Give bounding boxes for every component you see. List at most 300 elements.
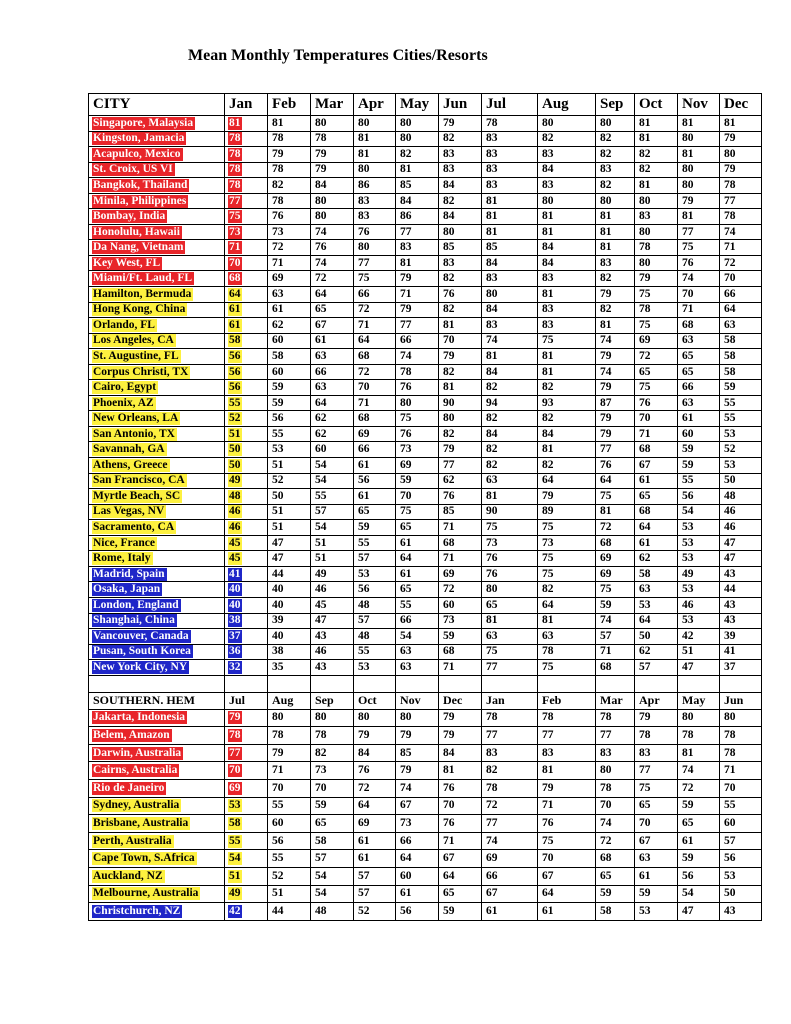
temperature-cell: 84 bbox=[538, 255, 596, 271]
temperature-cell: 55 bbox=[268, 426, 311, 442]
temperature-cell: 81 bbox=[678, 744, 720, 762]
city-name: Osaka, Japan bbox=[93, 583, 161, 596]
temperature-cell: 78 bbox=[268, 727, 311, 745]
temperature-cell: 57 bbox=[354, 885, 396, 903]
table-row bbox=[89, 193, 762, 209]
city-cell bbox=[89, 193, 225, 209]
city-name: Bombay, India bbox=[93, 210, 166, 223]
table-row bbox=[89, 613, 762, 629]
temperature-cell: 48 bbox=[354, 597, 396, 613]
month-header: Nov bbox=[396, 692, 439, 709]
temperature-cell: 80 bbox=[311, 116, 354, 132]
temperature-cell: 53 bbox=[678, 582, 720, 598]
temperature-cell: 82 bbox=[396, 147, 439, 163]
temperature-cell: 55 bbox=[268, 797, 311, 815]
temperature-cell: 52 bbox=[354, 903, 396, 921]
temperature-cell: 63 bbox=[482, 629, 538, 645]
temperature-cell: 81 bbox=[482, 613, 538, 629]
temperature-cell: 85 bbox=[439, 240, 482, 256]
table-row bbox=[89, 597, 762, 613]
blank-separator-row bbox=[89, 675, 762, 692]
temperature-cell: 70 bbox=[439, 333, 482, 349]
temperature-cell: 61 bbox=[482, 903, 538, 921]
temperature-cell: 83 bbox=[396, 240, 439, 256]
temperature-cell: 53 bbox=[635, 903, 678, 921]
temperature-cell: 51 bbox=[311, 535, 354, 551]
temperature-cell: 60 bbox=[311, 442, 354, 458]
temperature-cell: 70 bbox=[311, 780, 354, 798]
temperature-cell: 67 bbox=[311, 318, 354, 334]
temperature-cell: 81 bbox=[482, 349, 538, 365]
first-month-value: 46 bbox=[229, 520, 241, 533]
northern-header-row bbox=[89, 94, 762, 116]
temperature-cell: 65 bbox=[354, 504, 396, 520]
temperature-cell: 50 bbox=[720, 885, 762, 903]
first-month-value: 50 bbox=[229, 443, 241, 456]
temperature-cell: 51 bbox=[678, 644, 720, 660]
table-row bbox=[89, 762, 762, 780]
temperature-cell bbox=[225, 644, 268, 660]
city-name: Christchurch, NZ bbox=[93, 905, 181, 918]
temperature-cell: 86 bbox=[396, 209, 439, 225]
city-name: Shanghai, China bbox=[93, 614, 175, 627]
temperature-cell: 59 bbox=[268, 395, 311, 411]
month-header: Dec bbox=[439, 692, 482, 709]
city-cell bbox=[89, 178, 225, 194]
city-name: Darwin, Australia bbox=[93, 746, 182, 759]
table-row bbox=[89, 868, 762, 886]
first-month-value: 40 bbox=[229, 583, 241, 596]
temperature-cell: 89 bbox=[538, 504, 596, 520]
city-cell bbox=[89, 613, 225, 629]
city-name: Corpus Christi, TX bbox=[93, 365, 189, 378]
temperature-cell: 46 bbox=[678, 597, 720, 613]
temperature-cell bbox=[225, 473, 268, 489]
temperature-cell bbox=[225, 271, 268, 287]
temperature-cell: 78 bbox=[311, 131, 354, 147]
first-month-value: 64 bbox=[229, 287, 241, 300]
first-month-value: 75 bbox=[229, 210, 241, 223]
temperature-cell: 84 bbox=[439, 178, 482, 194]
temperature-cell: 79 bbox=[538, 780, 596, 798]
temperature-cell: 62 bbox=[635, 551, 678, 567]
city-name: Perth, Australia bbox=[93, 834, 172, 847]
city-cell bbox=[89, 349, 225, 365]
month-header: Nov bbox=[678, 94, 720, 116]
month-header: May bbox=[396, 94, 439, 116]
temperature-cell: 81 bbox=[596, 504, 635, 520]
temperature-cell: 82 bbox=[596, 302, 635, 318]
temperature-cell bbox=[225, 426, 268, 442]
first-month-value: 48 bbox=[229, 489, 241, 502]
month-header: Jun bbox=[720, 692, 762, 709]
temperature-cell: 74 bbox=[720, 224, 762, 240]
city-cell bbox=[89, 318, 225, 334]
city-cell bbox=[89, 644, 225, 660]
temperature-cell: 84 bbox=[482, 302, 538, 318]
first-month-value: 54 bbox=[229, 852, 241, 865]
temperature-cell: 80 bbox=[396, 116, 439, 132]
temperature-cell: 73 bbox=[396, 442, 439, 458]
temperature-cell: 59 bbox=[596, 597, 635, 613]
temperature-cell: 82 bbox=[635, 147, 678, 163]
city-name: Da Nang, Vietnam bbox=[93, 241, 184, 254]
temperature-cell: 55 bbox=[354, 535, 396, 551]
temperature-cell: 80 bbox=[396, 395, 439, 411]
temperature-cell: 43 bbox=[720, 613, 762, 629]
temperature-cell: 63 bbox=[396, 644, 439, 660]
temperature-cell: 59 bbox=[678, 442, 720, 458]
temperature-cell: 75 bbox=[596, 582, 635, 598]
page-title: Mean Monthly Temperatures Cities/Resorts bbox=[188, 47, 488, 64]
temperature-cell: 57 bbox=[354, 868, 396, 886]
temperature-cell: 77 bbox=[482, 727, 538, 745]
temperature-cell: 84 bbox=[482, 255, 538, 271]
first-month-value: 69 bbox=[229, 781, 241, 794]
temperature-cell: 82 bbox=[538, 131, 596, 147]
city-name: Myrtle Beach, SC bbox=[93, 489, 181, 502]
blank-cell bbox=[678, 675, 720, 692]
first-month-value: 70 bbox=[229, 764, 241, 777]
temperature-cell: 78 bbox=[482, 709, 538, 727]
blank-cell bbox=[538, 675, 596, 692]
temperature-cell: 80 bbox=[268, 709, 311, 727]
first-month-value: 71 bbox=[229, 241, 241, 254]
temperature-cell: 57 bbox=[311, 850, 354, 868]
temperature-cell: 81 bbox=[538, 224, 596, 240]
temperature-cell: 74 bbox=[678, 271, 720, 287]
temperature-cell: 81 bbox=[720, 116, 762, 132]
temperature-cell: 70 bbox=[678, 287, 720, 303]
temperature-cell: 74 bbox=[482, 832, 538, 850]
table-row bbox=[89, 744, 762, 762]
temperature-cell: 77 bbox=[482, 660, 538, 676]
temperature-cell: 57 bbox=[596, 629, 635, 645]
first-month-value: 49 bbox=[229, 474, 241, 487]
temperature-cell: 72 bbox=[678, 780, 720, 798]
temperature-cell bbox=[225, 566, 268, 582]
temperature-cell bbox=[225, 727, 268, 745]
temperature-cell: 85 bbox=[396, 178, 439, 194]
temperature-table bbox=[88, 93, 762, 921]
first-month-value: 37 bbox=[229, 629, 241, 642]
temperature-cell: 60 bbox=[396, 868, 439, 886]
temperature-cell: 43 bbox=[720, 597, 762, 613]
temperature-cell: 85 bbox=[482, 240, 538, 256]
temperature-cell bbox=[225, 797, 268, 815]
temperature-cell: 61 bbox=[635, 473, 678, 489]
temperature-cell: 78 bbox=[268, 193, 311, 209]
temperature-cell: 64 bbox=[354, 797, 396, 815]
temperature-cell: 56 bbox=[354, 473, 396, 489]
temperature-cell bbox=[225, 131, 268, 147]
temperature-cell: 82 bbox=[439, 426, 482, 442]
month-header: Jun bbox=[439, 94, 482, 116]
temperature-cell: 61 bbox=[268, 302, 311, 318]
temperature-cell: 82 bbox=[311, 744, 354, 762]
temperature-cell bbox=[225, 349, 268, 365]
table-row bbox=[89, 147, 762, 163]
temperature-cell bbox=[225, 885, 268, 903]
temperature-cell bbox=[225, 333, 268, 349]
month-header: Apr bbox=[354, 94, 396, 116]
temperature-cell: 82 bbox=[439, 131, 482, 147]
temperature-cell: 71 bbox=[439, 551, 482, 567]
temperature-cell: 73 bbox=[538, 535, 596, 551]
temperature-cell: 79 bbox=[396, 762, 439, 780]
temperature-cell: 55 bbox=[720, 411, 762, 427]
temperature-cell: 75 bbox=[596, 489, 635, 505]
city-cell bbox=[89, 815, 225, 833]
temperature-cell: 81 bbox=[538, 287, 596, 303]
temperature-cell: 65 bbox=[678, 349, 720, 365]
temperature-cell: 62 bbox=[311, 411, 354, 427]
temperature-cell: 72 bbox=[354, 364, 396, 380]
city-cell bbox=[89, 458, 225, 474]
city-name: Honolulu, Hawaii bbox=[93, 225, 180, 238]
table-row bbox=[89, 629, 762, 645]
temperature-cell: 67 bbox=[396, 797, 439, 815]
temperature-cell: 82 bbox=[596, 147, 635, 163]
temperature-cell: 53 bbox=[720, 426, 762, 442]
temperature-cell: 83 bbox=[439, 255, 482, 271]
blank-cell bbox=[354, 675, 396, 692]
temperature-cell: 54 bbox=[678, 504, 720, 520]
first-month-value: 81 bbox=[229, 116, 241, 129]
temperature-cell: 61 bbox=[396, 566, 439, 582]
first-month-value: 50 bbox=[229, 458, 241, 471]
temperature-cell: 68 bbox=[354, 349, 396, 365]
temperature-cell: 80 bbox=[596, 193, 635, 209]
temperature-cell: 70 bbox=[354, 380, 396, 396]
temperature-cell: 78 bbox=[678, 727, 720, 745]
temperature-cell: 40 bbox=[268, 582, 311, 598]
temperature-cell: 68 bbox=[354, 411, 396, 427]
temperature-cell: 70 bbox=[720, 780, 762, 798]
temperature-cell: 81 bbox=[596, 240, 635, 256]
temperature-cell: 81 bbox=[354, 131, 396, 147]
temperature-cell: 78 bbox=[596, 780, 635, 798]
temperature-cell: 61 bbox=[354, 489, 396, 505]
temperature-cell: 78 bbox=[482, 780, 538, 798]
table-row bbox=[89, 116, 762, 132]
first-month-value: 56 bbox=[229, 349, 241, 362]
temperature-cell: 60 bbox=[268, 815, 311, 833]
temperature-cell: 83 bbox=[439, 147, 482, 163]
city-cell bbox=[89, 709, 225, 727]
temperature-cell: 68 bbox=[635, 504, 678, 520]
temperature-cell bbox=[225, 193, 268, 209]
temperature-cell: 81 bbox=[678, 147, 720, 163]
temperature-cell: 83 bbox=[538, 318, 596, 334]
table-row bbox=[89, 240, 762, 256]
temperature-cell: 51 bbox=[268, 885, 311, 903]
table-row bbox=[89, 178, 762, 194]
table-row bbox=[89, 504, 762, 520]
table-row bbox=[89, 349, 762, 365]
temperature-cell: 75 bbox=[482, 644, 538, 660]
temperature-cell: 62 bbox=[268, 318, 311, 334]
temperature-cell: 79 bbox=[596, 349, 635, 365]
temperature-cell: 53 bbox=[720, 458, 762, 474]
temperature-cell: 82 bbox=[596, 178, 635, 194]
temperature-cell: 87 bbox=[596, 395, 635, 411]
temperature-cell: 83 bbox=[482, 162, 538, 178]
table-row bbox=[89, 850, 762, 868]
table-row bbox=[89, 473, 762, 489]
temperature-cell: 82 bbox=[596, 271, 635, 287]
temperature-cell: 58 bbox=[720, 364, 762, 380]
temperature-cell: 65 bbox=[396, 520, 439, 536]
first-month-value: 78 bbox=[229, 163, 241, 176]
temperature-cell: 84 bbox=[396, 193, 439, 209]
temperature-cell: 60 bbox=[268, 333, 311, 349]
temperature-cell: 59 bbox=[396, 473, 439, 489]
temperature-cell: 53 bbox=[678, 551, 720, 567]
temperature-cell: 69 bbox=[354, 426, 396, 442]
first-month-value: 52 bbox=[229, 412, 241, 425]
city-cell bbox=[89, 162, 225, 178]
temperature-cell: 63 bbox=[311, 380, 354, 396]
temperature-cell: 79 bbox=[396, 271, 439, 287]
temperature-cell: 79 bbox=[596, 411, 635, 427]
temperature-cell: 54 bbox=[311, 520, 354, 536]
temperature-cell: 90 bbox=[439, 395, 482, 411]
table-row bbox=[89, 380, 762, 396]
temperature-cell: 63 bbox=[635, 582, 678, 598]
temperature-cell: 55 bbox=[720, 395, 762, 411]
temperature-cell: 90 bbox=[482, 504, 538, 520]
city-name: Madrid, Spain bbox=[93, 567, 165, 580]
temperature-cell: 78 bbox=[635, 302, 678, 318]
temperature-cell: 81 bbox=[635, 116, 678, 132]
temperature-cell: 79 bbox=[596, 287, 635, 303]
temperature-cell: 47 bbox=[268, 535, 311, 551]
city-cell bbox=[89, 850, 225, 868]
temperature-cell: 81 bbox=[596, 224, 635, 240]
temperature-cell: 64 bbox=[538, 597, 596, 613]
temperature-cell: 71 bbox=[396, 287, 439, 303]
temperature-cell bbox=[225, 597, 268, 613]
table-row bbox=[89, 903, 762, 921]
month-header: Sep bbox=[311, 692, 354, 709]
temperature-cell: 79 bbox=[439, 349, 482, 365]
southern-header-row bbox=[89, 692, 762, 709]
temperature-cell: 72 bbox=[720, 255, 762, 271]
temperature-cell: 54 bbox=[396, 629, 439, 645]
temperature-cell: 84 bbox=[439, 209, 482, 225]
city-name: Belem, Amazon bbox=[93, 729, 170, 742]
temperature-cell: 77 bbox=[396, 224, 439, 240]
temperature-cell: 59 bbox=[678, 458, 720, 474]
city-name: Singapore, Malaysia bbox=[93, 116, 194, 129]
temperature-cell: 50 bbox=[268, 489, 311, 505]
temperature-cell: 62 bbox=[311, 426, 354, 442]
temperature-cell: 83 bbox=[482, 744, 538, 762]
first-month-value: 53 bbox=[229, 799, 241, 812]
temperature-cell: 75 bbox=[396, 411, 439, 427]
temperature-cell: 68 bbox=[635, 442, 678, 458]
first-month-value: 78 bbox=[229, 178, 241, 191]
temperature-cell: 79 bbox=[396, 302, 439, 318]
temperature-cell: 65 bbox=[678, 815, 720, 833]
city-name: San Antonio, TX bbox=[93, 427, 175, 440]
temperature-cell bbox=[225, 780, 268, 798]
city-column-header: SOUTHERN. HEM bbox=[89, 692, 225, 709]
temperature-cell: 63 bbox=[396, 660, 439, 676]
temperature-cell: 83 bbox=[635, 744, 678, 762]
city-cell bbox=[89, 489, 225, 505]
blank-cell bbox=[596, 675, 635, 692]
temperature-cell: 75 bbox=[396, 504, 439, 520]
temperature-cell: 80 bbox=[354, 116, 396, 132]
city-cell bbox=[89, 744, 225, 762]
temperature-cell: 74 bbox=[396, 349, 439, 365]
temperature-cell: 67 bbox=[439, 850, 482, 868]
temperature-cell: 61 bbox=[635, 535, 678, 551]
temperature-cell bbox=[225, 224, 268, 240]
temperature-cell: 68 bbox=[596, 660, 635, 676]
temperature-cell: 83 bbox=[538, 302, 596, 318]
temperature-cell: 46 bbox=[311, 582, 354, 598]
temperature-cell: 80 bbox=[439, 224, 482, 240]
temperature-cell: 71 bbox=[720, 762, 762, 780]
temperature-cell: 83 bbox=[538, 271, 596, 287]
temperature-cell: 75 bbox=[354, 271, 396, 287]
city-name: St. Augustine, FL bbox=[93, 349, 179, 362]
city-cell bbox=[89, 797, 225, 815]
temperature-cell: 61 bbox=[396, 535, 439, 551]
first-month-value: 46 bbox=[229, 505, 241, 518]
temperature-cell: 78 bbox=[396, 364, 439, 380]
temperature-cell: 44 bbox=[268, 903, 311, 921]
temperature-cell: 51 bbox=[268, 520, 311, 536]
temperature-cell: 72 bbox=[354, 780, 396, 798]
blank-cell bbox=[89, 675, 225, 692]
temperature-cell: 82 bbox=[538, 582, 596, 598]
temperature-cell: 60 bbox=[439, 597, 482, 613]
temperature-cell: 78 bbox=[720, 209, 762, 225]
table-row bbox=[89, 885, 762, 903]
temperature-cell: 82 bbox=[482, 458, 538, 474]
temperature-cell: 67 bbox=[538, 868, 596, 886]
city-cell bbox=[89, 832, 225, 850]
temperature-cell: 83 bbox=[635, 209, 678, 225]
first-month-value: 56 bbox=[229, 365, 241, 378]
temperature-cell: 65 bbox=[635, 489, 678, 505]
city-cell bbox=[89, 868, 225, 886]
blank-cell bbox=[439, 675, 482, 692]
city-name: San Francisco, CA bbox=[93, 474, 185, 487]
temperature-cell: 79 bbox=[439, 709, 482, 727]
temperature-cell: 69 bbox=[396, 458, 439, 474]
first-month-value: 58 bbox=[229, 334, 241, 347]
temperature-cell: 76 bbox=[311, 240, 354, 256]
table-row bbox=[89, 458, 762, 474]
month-header: Aug bbox=[268, 692, 311, 709]
temperature-cell: 69 bbox=[635, 333, 678, 349]
temperature-cell bbox=[225, 868, 268, 886]
city-cell bbox=[89, 302, 225, 318]
table-row bbox=[89, 442, 762, 458]
temperature-cell: 66 bbox=[311, 364, 354, 380]
temperature-cell bbox=[225, 395, 268, 411]
temperature-cell: 63 bbox=[678, 395, 720, 411]
temperature-cell: 63 bbox=[678, 333, 720, 349]
temperature-cell: 63 bbox=[482, 473, 538, 489]
temperature-cell: 60 bbox=[720, 815, 762, 833]
temperature-cell: 81 bbox=[538, 613, 596, 629]
